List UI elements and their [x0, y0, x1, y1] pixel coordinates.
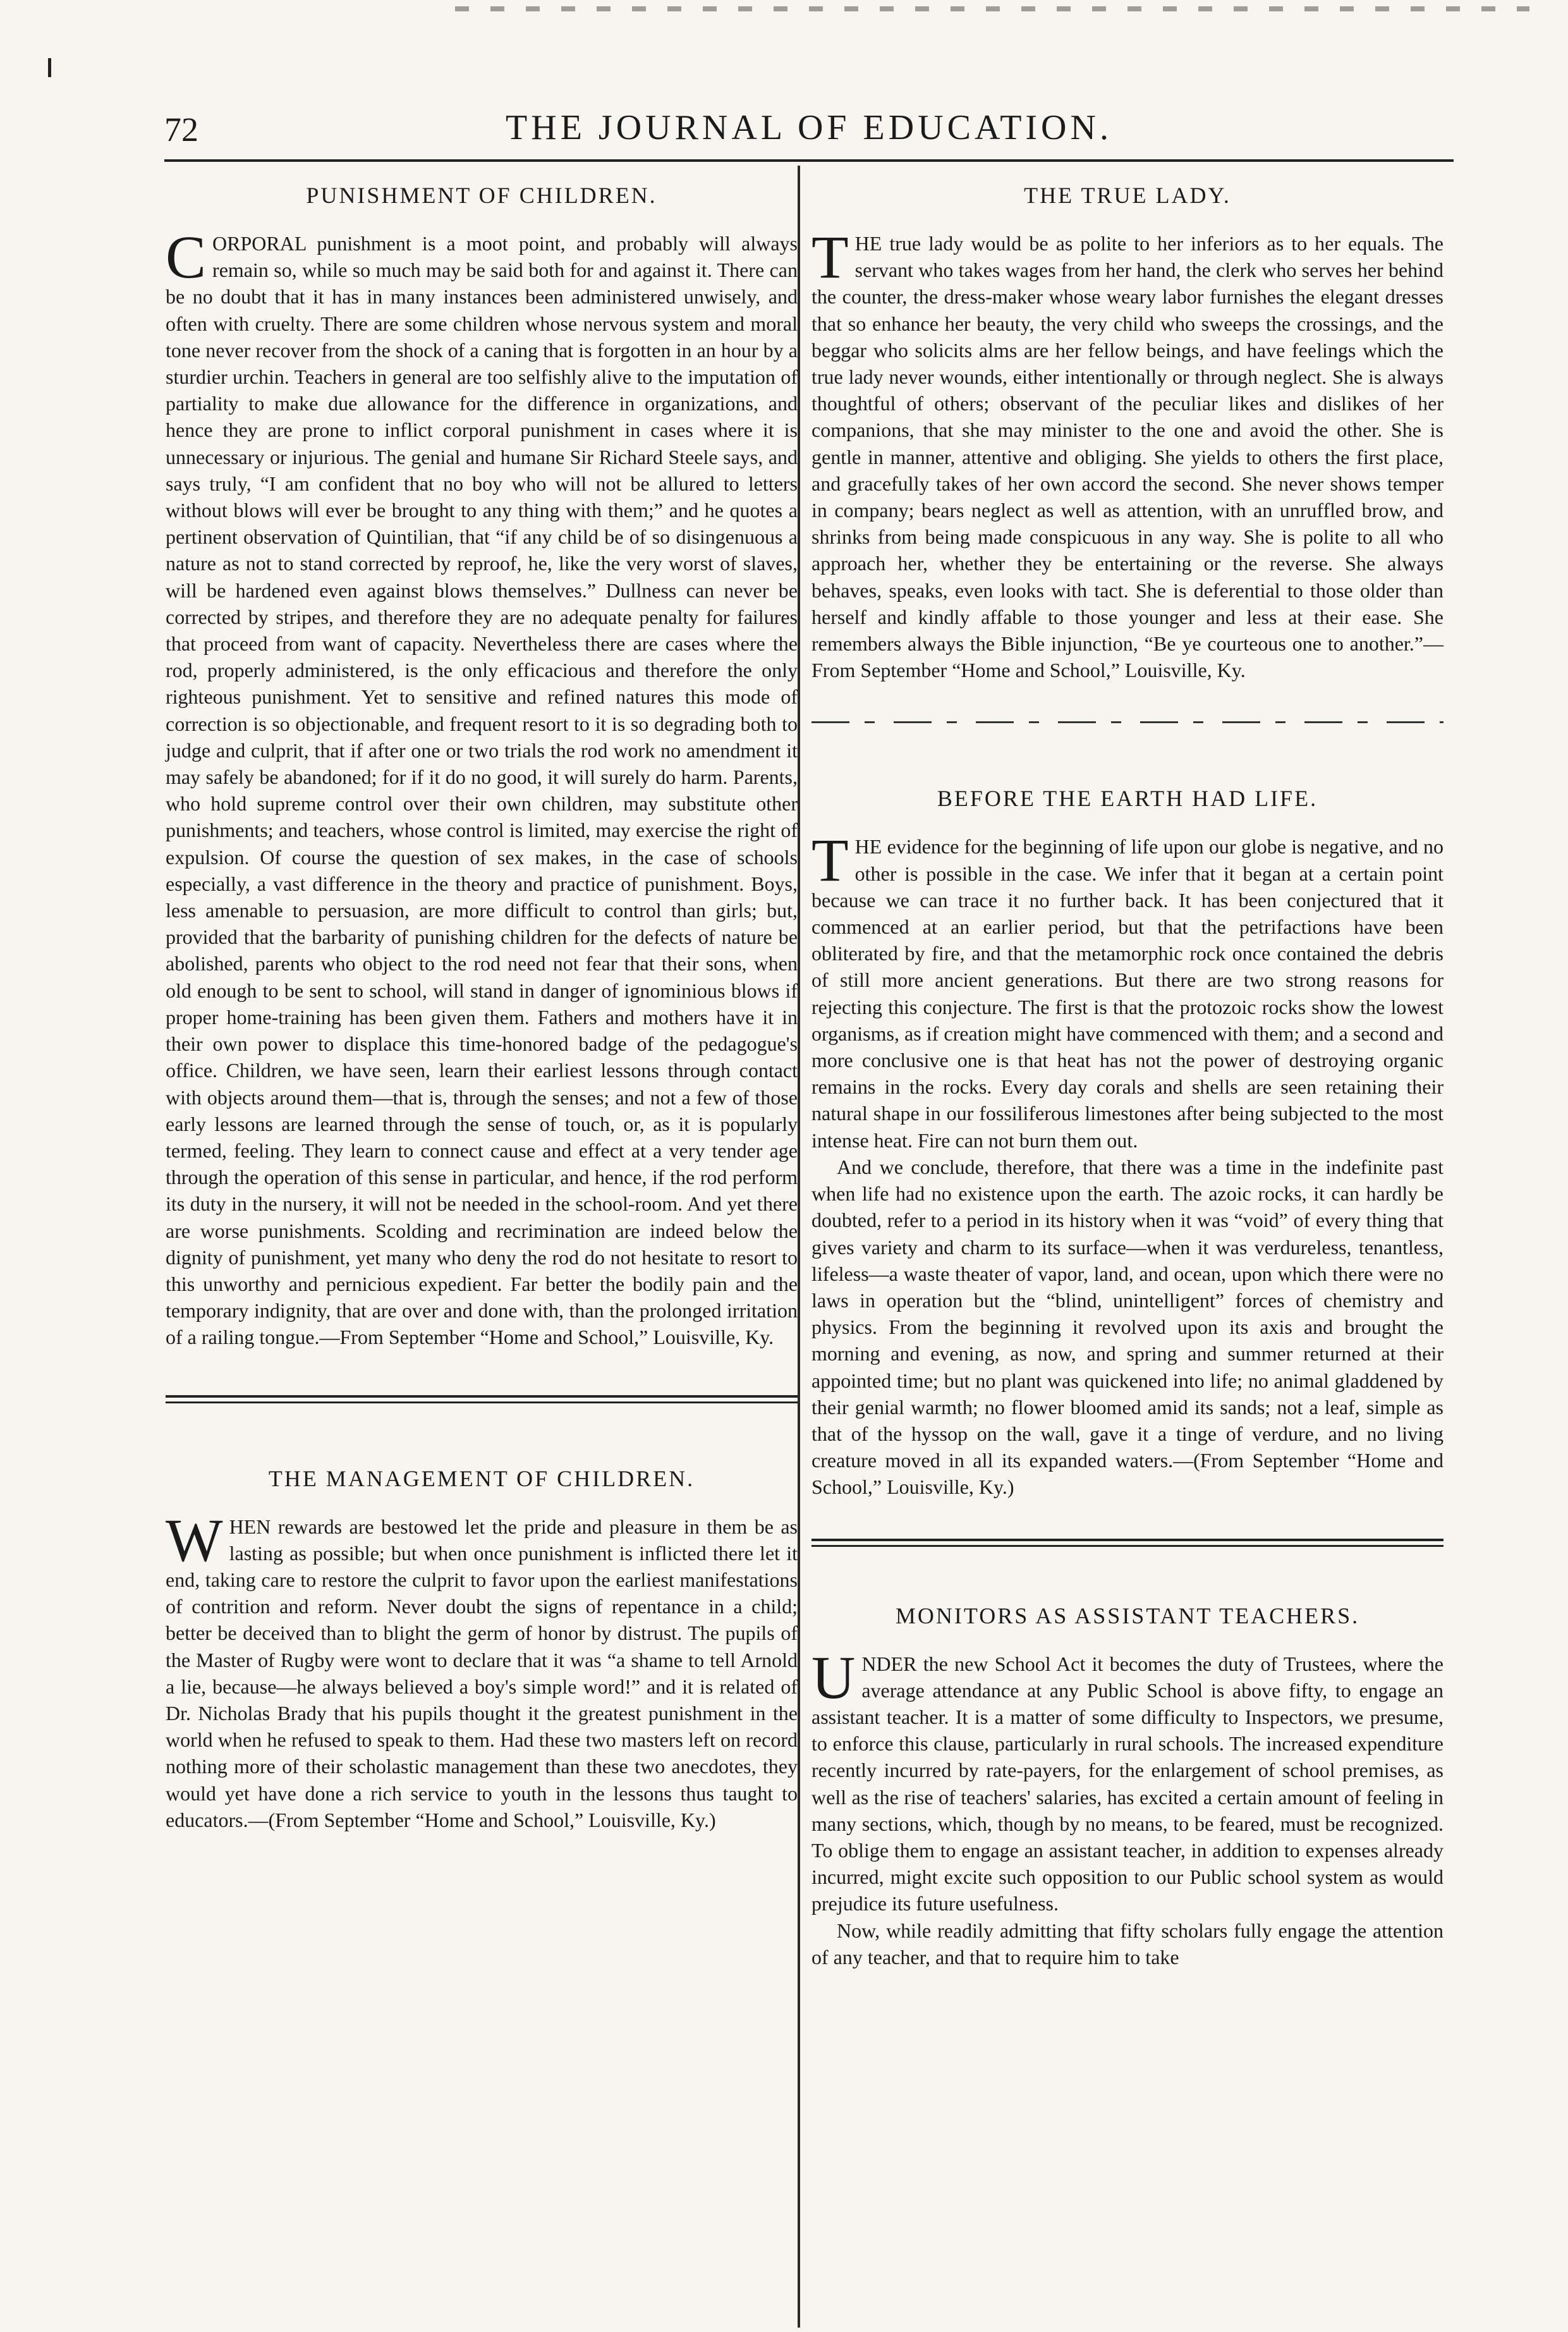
paragraph: HEN rewards are bestowed let the pride and pleasure in them be as lasting as possible; but when once punishment is inflicted there let it end, taking care to restore the culprit to favor upon the earliest manifestations of contrition and reform. Never doubt the signs of repentance in a child; better be deceived than to blight the germ of honor by distrust. The pupils of the Master of Rugby were wont to declare that it was “a shame to tell Arnold a lie, because—he always believed a boy's simple word!” and it is related of Dr. Nicholas Brady that his pupils thought it the greatest punishment in the world when he refused to speak to them. Had these two masters left on record nothing more of their scholastic management than these two anecdotes, they would yet have done a rich service to youth in the lessons thus taught to educators.—(From September “Home and School,” Louisville, Ky.) [166, 1515, 798, 1831]
article-earth [811, 785, 1443, 1500]
drop-cap: T [811, 826, 849, 894]
article-title: THE TRUE LADY. [1024, 183, 1231, 208]
article-monitors [811, 1602, 1443, 1970]
paragraph: And we conclude, therefore, that there was a time in the indefinite past when life had no existence upon the earth. The azoic rocks, it can hardly be doubted, refer to a period in its history when it was “void” of every thing that gives variety and charm to its surface—when it was verdureless, tenantless, lifeless—a waste theater of vapor, land, and ocean, upon which there were no laws in operation but the “blind, unintelligent” forces of chemistry and physics. From the beginning it revolved upon its axis and brought the morning and evening, as now, and spring and summer returned at their appointed time; but no plant was quickened into life; no animal gladdened by their genial warmth; no flower bloomed amid its sands; not a leaf, simple as that of the hyssop on the wall, gave it a tinge of verdure, and no living creature moved in all its expanded waters.—(From September “Home and School,” Louisville, Ky.) [811, 1155, 1443, 1499]
article-body [166, 1506, 798, 1833]
article-true-lady [811, 182, 1443, 683]
scan-noise-top [455, 6, 1529, 11]
article-title: THE MANAGEMENT OF CHILDREN. [268, 1465, 695, 1491]
article-body [811, 1643, 1443, 1970]
drop-cap: U [811, 1643, 856, 1711]
paragraph: NDER the new School Act it becomes the duty of Trustees, where the average attendance at any Public School is above fifty, to engage an assistant teacher. It is a matter of some difficulty to Inspectors, we presume, to enforce this clause, particularly in rural schools. The increased expenditure recently incurred by rate-payers, for the enlargement of school premises, as well as the rise of teachers' salaries, has excited a certain amount of feeling in many sections, which, though by no means, to be feared, must be recognized. To oblige them to engage an assistant teacher, in addition to expenses already incurred, might excite such opposition to our Public school system as would prejudice its future usefulness. [811, 1652, 1443, 1915]
paragraph: HE evidence for the beginning of life upon our globe is negative, and no other is possible in the case. We infer that it began at a certain point because we can trace it no further back. It has been conjectured that it commenced at an earlier period, but that the petrifactions have been obliterated by fire, and that the metamorphic rock once contained the debris of still more ancient generations. But there are two strong reasons for rejecting this conjecture. The first is that the protozoic rocks show the lowest organisms, as if creation might have commenced with them; and a second and more conclusive one is that heat has not the power of destroying organic remains in the rocks. Every day corals and shells are seen retaining their natural shape in our fossiliferous limestones after being subjected to the most intense heat. Fire can not burn them out. [811, 835, 1443, 1152]
drop-cap: W [166, 1506, 223, 1574]
article-body [166, 223, 798, 1351]
page-number: 72 [164, 111, 198, 149]
article-body [811, 223, 1443, 683]
section-rule [166, 1395, 798, 1403]
header-rule [164, 159, 1454, 162]
paragraph: HE true lady would be as polite to her inferiors as to her equals. The servant who takes wages from her hand, the clerk who serves her behind the counter, the dress-maker whose weary labor furnishes the elegant dresses that so enhance her beauty, the very child who sweeps the crossings, and the beggar who solicits alms are her fellow beings, and have feelings which the true lady never wounds, either intentionally or through neglect. She is always thoughtful of others; observant of the peculiar likes and dislikes of her companions, that she may minister to the one and avoid the other. She is gentle in manner, attentive and obliging. She yields to others the first place, and gracefully takes of her own accord the second. She never shows temper in company; bears neglect as well as attention, with an unruffled brow, and shrinks from being made conspicuous in any way. She is polite to all who approach her, whether they be entertaining or the reverse. She always behaves, speaks, even looks with tact. She is deferential to those older than herself and kindly affable to those younger and less at their ease. She remembers always the Bible injunction, “Be ye courteous one to another.”—From September “Home and School,” Louisville, Ky. [811, 232, 1443, 682]
article-title: PUNISHMENT OF CHILDREN. [306, 183, 657, 208]
article-management [166, 1465, 798, 1833]
column-divider [798, 166, 800, 2328]
drop-cap: T [811, 223, 849, 291]
page-header [164, 107, 1454, 158]
paragraph: ORPORAL punishment is a moot point, and probably will always remain so, while so much may be said both for and against it. There can be no doubt that it has in many instances been administered unwisely, and often with cruelty. There are some children whose nervous system and moral tone never recover from the shock of a caning that is forgotten in an hour by a sturdier urchin. Teachers in general are too selfishly alive to the imputation of partiality to make due allowance for the difference in organizations, and hence they are prone to inflict corporal punishment in cases where it is unnecessary or injurious. The genial and humane Sir Richard Steele says, and says truly, “I am confident that no boy who will not be allured to letters without blows will ever be brought to any thing with them;” and he quotes a pertinent observation of Quintilian, that “if any child be of so disingenuous a nature as not to stand corrected by reproof, he, like the very worst of slaves, will be hardened even against blows themselves.” Dullness can never be corrected by stripes, and therefore they are no adequate penalty for failures that proceed from want of capacity. Nevertheless there are cases where the rod, properly administered, is the only efficacious and therefore the only righteous punishment. Yet to sensitive and refined natures this mode of correction is so objectionable, and frequent resort to it is so degrading both to judge and culprit, that if after one or two trials the rod work no amendment it may safely be abandoned; for if it do no good, it will surely do harm. Parents, who hold supreme control over their own children, may substitute other punishments; and teachers, whose control is limited, may exercise the right of expulsion. Of course the question of sex makes, in the case of schools especially, a vast difference in the theory and practice of punishment. Boys, less amenable to persuasion, are more difficult to control than girls; but, provided that the barbarity of punishing children for the defects of nature be abolished, parents who object to the rod need not fear that their sons, when old enough to be sent to school, will stand in danger of ignominious blows if proper home-training has been given them. Fathers and mothers have it in their own power to displace this time-honored badge of the pedagogue's office. Children, we have seen, learn their earliest lessons through contact with objects around them—that is, through the senses; and not a few of those early lessons are learned through the sense of touch, or, as it is popularly termed, feeling. They learn to connect cause and effect at a very tender age through the operation of this sense in particular, and hence, if the rod perform its duty in the nursery, it will not be needed in the school-room. And yet there are worse punishments. Scolding and recrimination are indeed below the dignity of punishment, yet many who deny the rod do not hesitate to resort to this unworthy and pernicious expedient. Far better the bodily pain and the temporary indignity, that are over and done with, than the prolonged irritation of a railing tongue.—From September “Home and School,” Louisville, Ky. [166, 232, 798, 1349]
right-column [811, 171, 1443, 1970]
scan-mark-left [48, 58, 51, 77]
article-punishment [166, 182, 798, 1351]
article-title: BEFORE THE EARTH HAD LIFE. [937, 786, 1318, 812]
left-column [166, 171, 798, 1833]
journal-title: THE JOURNAL OF EDUCATION. [506, 108, 1112, 147]
paragraph: Now, while readily admitting that fifty scholars fully engage the attention of any teacher, and that to require him to take [811, 1919, 1443, 1969]
article-body [811, 826, 1443, 1500]
drop-cap: C [166, 223, 207, 291]
section-rule [811, 1539, 1443, 1547]
article-title: MONITORS AS ASSISTANT TEACHERS. [895, 1602, 1360, 1628]
